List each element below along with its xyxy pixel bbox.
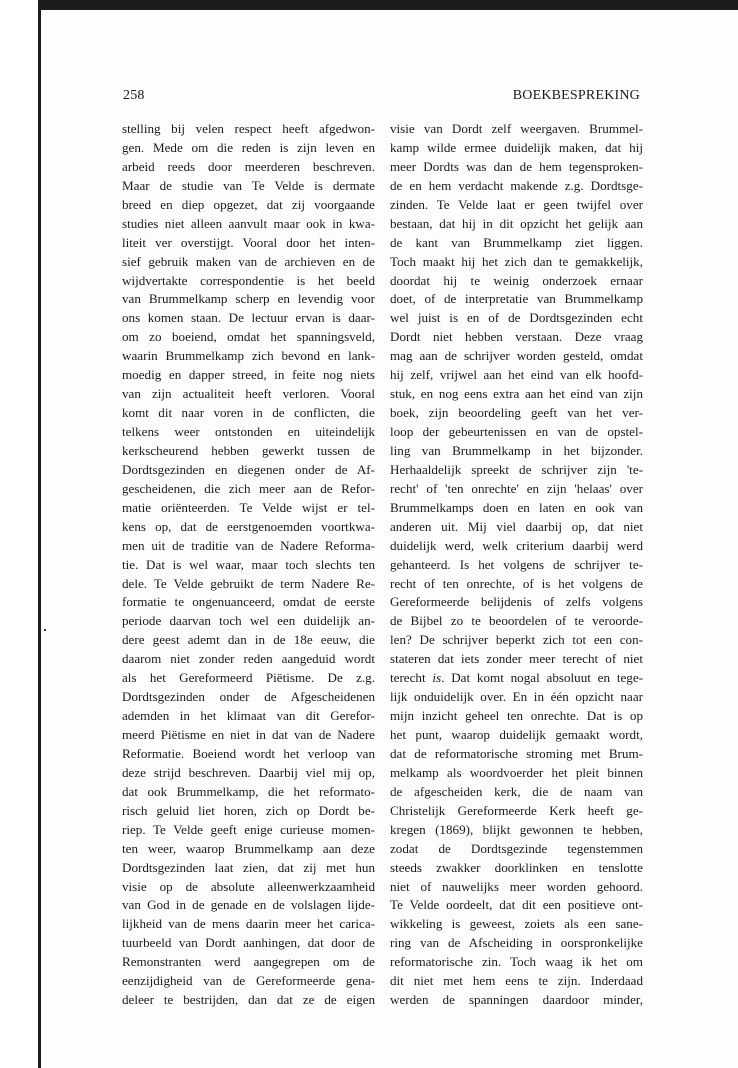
text-line: melkamp als woordvoerder het pleit binnen [390, 764, 643, 780]
text-line: meerd Piëtisme en niet in dat van de Nadere [122, 727, 375, 742]
text-line: kerkscheurend hebben gewerkt tussen de [122, 442, 375, 458]
text-line: eenzijdigheid van de Gereformeerde gena- [122, 973, 375, 989]
text-line: doet, of de interpretatie van Brummelkamp [390, 291, 643, 307]
scan-speck [44, 629, 46, 631]
text-line: stelling bij velen respect heeft afgedwon- [122, 121, 375, 136]
text-line: Reformatie. Boeiend wordt het verloop van [122, 745, 375, 761]
text-line: zinden. Te Velde laat er geen twijfel over [390, 196, 643, 212]
text-line: Dordtsgezinden laat zien, dat zij met hun [122, 859, 375, 875]
text-line: gehanteerd. Is het volgens de schrijver te- [390, 556, 643, 572]
text-line: deleer te bestrijden, dan dat ze de eigen [122, 992, 375, 1008]
text-column-left [122, 120, 375, 1010]
text-line: ring van de Afscheiding in oorspronkelijke [390, 935, 643, 951]
text-line: stuk, en nog eens extra aan het eind van zijn [390, 386, 643, 402]
text-line: duidelijk werd, welk criterium daarbij werd [390, 537, 643, 553]
text-line: Maar de studie van Te Velde is dermate [122, 177, 375, 193]
text-line: recht of ten onrechte, of is het volgens de [390, 575, 643, 591]
text-line: zodat de Dordtsgezinde tegenstemmen [390, 840, 643, 856]
text-line: gen. Mede om die reden is zijn leven en [122, 139, 375, 155]
text-line: de kant van Brummelkamp ziet liggen. [390, 234, 643, 250]
text-line: terecht is. Dat komt nogal absoluut en tege- [390, 670, 643, 686]
text-line: telkens weer ontstonden en uiteindelijk [122, 424, 375, 439]
text-line: stateren dat iets zonder meer terecht of niet [390, 651, 643, 667]
text-line: matie oriënteerden. Te Velde wijst er tel- [122, 499, 375, 515]
text-line: dele. Te Velde gebruikt de term Nadere Re- [122, 575, 375, 591]
text-line: daarom niet zonder reden aangeduid wordt [122, 651, 375, 667]
text-line: men uit de traditie van de Nadere Reforma- [122, 537, 375, 553]
text-line: dere geest ademt dan in de 18e eeuw, die [122, 632, 375, 648]
text-line: van God in de genade en de volslagen lijde- [122, 897, 375, 913]
text-line: moedig en dapper streed, in feite nog niets [122, 367, 375, 383]
text-line: als het Gereformeerd Piëtisme. De z.g. [122, 670, 375, 686]
text-line: Remonstranten werd aangegrepen om de [122, 954, 375, 970]
text-line: Toch maakt hij het zich dan te gemakkelijk, [390, 253, 643, 269]
text-line: de afgescheiden kerk, die de naam van [390, 783, 643, 799]
text-line: kens op, dat de eerstgenoemden voortkwa- [122, 518, 375, 534]
text-line: hij zelf, vrijwel aan het eind van elk hoofd- [390, 367, 643, 383]
text-line: liteit ver overstijgt. Vooral door het inten- [122, 234, 375, 250]
text-line: Te Velde oordeelt, dat dit een positieve ont- [390, 897, 643, 913]
text-line: de en hem verdacht makende z.g. Dordtsge- [390, 177, 643, 193]
text-line: ling van Brummelkamp in het bijzonder. [390, 442, 643, 458]
text-line: komt dit naar voren in de conflicten, die [122, 405, 375, 421]
scan-border-top [38, 0, 738, 10]
text-line: meer Dordts was dan de hem tegensproken- [390, 158, 643, 174]
text-column-right [390, 120, 643, 1010]
text-line: dat de reformatorische stroming met Brum- [390, 745, 643, 761]
text-line: gescheidenen, die zich meer aan de Refor- [122, 480, 375, 496]
text-line: dat ook Brummelkamp, die het reformato- [122, 783, 375, 799]
text-line: anderen uit. Mij viel daarbij op, dat niet [390, 518, 643, 534]
text-line: ons komen staan. De lectuur ervan is daar- [122, 310, 375, 326]
text-line: visie van Dordt zelf weergaven. Brummel- [390, 121, 643, 136]
text-line: loop der gebeurtenissen en van de opstel- [390, 424, 643, 439]
text-line: Herhaaldelijk spreekt de schrijver zijn 'te- [390, 461, 643, 477]
text-line: riep. Te Velde geeft enige curieuse momen- [122, 821, 375, 837]
text-line: werden de spanningen daardoor minder, [390, 992, 643, 1008]
text-line: wel juist is en of de Dordtsgezinden echt [390, 310, 643, 326]
text-line: wijdvertakte correspondentie is het beeld [122, 272, 375, 288]
text-line: mag aan de schrijver worden gesteld, omdat [390, 348, 643, 364]
text-line: kregen (1869), blijkt gewonnen te hebben, [390, 821, 643, 837]
text-line: wikkeling is geweest, zoiets als een sane- [390, 916, 643, 932]
text-line: arbeid reeds door meerderen beschreven. [122, 158, 375, 174]
text-line: breed en diep opgezet, dat zij voorgaande [122, 196, 375, 212]
text-line: doordat hij te weinig onderzoek ernaar [390, 272, 643, 288]
text-line: recht' of 'ten onrechte' en zijn 'helaas' over [390, 480, 643, 496]
text-line: lijkheid van de mens daarin meer het carica- [122, 916, 375, 932]
text-line: periode daarvan toch wel een duidelijk an- [122, 613, 375, 629]
text-line: reformatorische zin. Toch waag ik het om [390, 954, 643, 970]
section-title: BOEKBESPREKING [512, 88, 640, 103]
text-line: boek, zijn beoordeling geeft van het ver- [390, 405, 643, 421]
text-line: visie op de absolute alleenwerkzaamheid [122, 878, 375, 894]
text-line: risch geluid liet horen, zich op Dordt be- [122, 802, 375, 818]
text-line: het punt, waarop duidelijk gemaakt wordt, [390, 727, 643, 742]
emphasis: is [432, 670, 442, 686]
text-line: Brummelkamps doen en laten en ook van [390, 499, 643, 515]
text-line: waarin Brummelkamp zich bevond en lank- [122, 348, 375, 364]
text-line: van zijn actualiteit heeft verloren. Vooral [122, 386, 375, 402]
text-line: dit niet met hem eens te zijn. Inderdaad [390, 973, 643, 989]
text-line: bestaan, dat hij in dit opzicht het gelijk aan [390, 215, 643, 231]
text-line: studies niet alleen aanvult maar ook in kwa- [122, 215, 375, 231]
text-line: ten weer, waarop Brummelkamp aan deze [122, 840, 375, 856]
text-line: ademden in het klimaat van dit Gerefor- [122, 708, 375, 724]
text-line: deze strijd beschreven. Daarbij viel mij op, [122, 764, 375, 780]
text-line: om zo boeiend, omdat het spanningsveld, [122, 329, 375, 345]
text-line: tuurbeeld van Dordt aanhingen, dat door de [122, 935, 375, 951]
text-line: lijk onduidelijk over. En in één opzicht naar [390, 689, 643, 705]
text-line: tie. Dat is wel waar, maar toch slechts ten [122, 556, 375, 572]
page-number: 258 [123, 88, 145, 103]
text-line: len? De schrijver beperkt zich tot een con- [390, 632, 643, 648]
text-line: kamp wilde ermee duidelijk maken, dat hij [390, 139, 643, 155]
text-line: Christelijk Gereformeerde Kerk heeft ge- [390, 802, 643, 818]
text-line: niet of nauwelijks meer worden gehoord. [390, 878, 643, 894]
text-line: steeds zwakker doorklinken en tenslotte [390, 859, 643, 875]
text-line: sief gebruik maken van de archieven en de [122, 253, 375, 269]
text-line: Dordtsgezinden onder de Afgescheidenen [122, 689, 375, 705]
text-line: Dordtsgezinden en diegenen onder de Af- [122, 461, 375, 477]
text-line: de Bijbel zo te beoordelen of te veroorde- [390, 613, 643, 629]
text-line: Gereformeerde belijdenis of zelfs volgens [390, 594, 643, 610]
text-line: formatie te ongenuanceerd, omdat de eerste [122, 594, 375, 610]
text-line: Dordt niet hebben verstaan. Deze vraag [390, 329, 643, 345]
text-line: van Brummelkamp scherp en levendig voor [122, 291, 375, 307]
text-line: mijn inzicht geheel ten onrechte. Dat is op [390, 708, 643, 724]
